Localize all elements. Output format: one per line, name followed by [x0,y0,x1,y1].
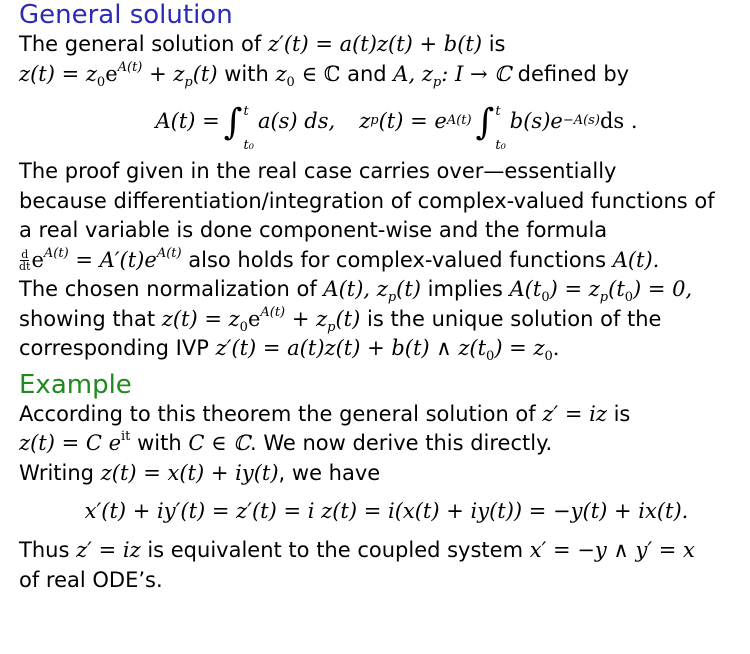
integral-upper-1: t [243,104,249,119]
with-text: with [217,61,276,86]
norm-b: A(t), z [323,277,388,301]
coupled-derivation: x′(t) + iy′(t) = z′(t) = i z(t) = i(x(t) + iy(t)) = −y(t) + ix(t). [84,499,689,523]
zp-def-rest: (t) = e [378,109,447,133]
solution-exp: A(t) [117,59,143,75]
deriv-end: A(t). [612,247,660,272]
solution-z0-sub: 0 [96,74,106,90]
showing-zp-sub: p [327,319,336,335]
solution-t: (t) [192,61,218,86]
norm-g: (t [608,277,625,301]
showing-z-sub: 0 [239,319,248,335]
norm-e: A(t [509,277,542,301]
example-line-2 [19,429,744,459]
example-exp: it [121,429,131,444]
example-text-a: According to this theorem the general solution of [19,401,543,426]
section-title-example: Example [19,369,132,400]
ivp-formula: z′(t) = a(t)z(t) + b(t) ∧ z(t [215,336,487,360]
example-derive: . We now derive this directly. [250,431,553,455]
example-with: with [130,431,189,455]
norm-f: ) = z [549,277,600,301]
thus-ode: z′ = iz [76,538,141,562]
z0-symbol: z [275,61,287,86]
intro-text: The general solution of [19,32,268,56]
slide-content [19,0,744,595]
map-symbols: : I → ℂ [441,61,511,86]
integral-lower-1: t₀ [243,138,254,153]
example-line-3 [19,459,744,489]
integral-body-2: b(s)e [509,109,563,133]
thus-rest: is equivalent to the coupled system [140,538,530,562]
integral-limits-2 [495,95,506,153]
solution-line [19,60,744,90]
intro-line [19,30,744,60]
ode-formula: z′(t) = a(t)z(t) + b(t) [267,32,483,56]
writing-text: Writing [19,460,101,485]
ivp-sub-2: 0 [544,349,553,364]
norm-e-sub: 0 [541,290,550,305]
norm-c: (t) [396,277,421,301]
norm-text-a: The chosen normalization of [19,277,324,301]
thus-text: Thus [19,538,77,562]
ivp-formula-2: ) = z [494,336,545,360]
solution-p-sub: p [184,74,193,90]
integral-ds-2: ds . [599,109,638,133]
example-line-1 [19,400,744,430]
derivative-fraction [19,249,30,272]
in-complex: ∈ ℂ [294,61,341,86]
showing-t: (t) [335,306,361,331]
zp-def-z: z [359,109,371,133]
norm-h: ) = 0, [633,277,693,301]
norm-g-sub: 0 [624,290,634,305]
integral-lower-2: t₀ [495,138,506,153]
example-line-6: of real ODE’s. [19,567,163,592]
solution-e: e [105,61,118,86]
integral-sign-2: ∫ [475,102,495,143]
A-zp-symbols: A, z [393,61,433,86]
deriv-eq: = A′(t)e [68,247,157,272]
display-equation-1: A(t) = ∫ t t₀ a(s) ds, z p (t) = e A(t) ∫ t t₀ b(s)e −A(s) ds . [19,95,744,147]
and-text: and [340,61,394,86]
norm-implies: implies [420,277,510,301]
zp-sub: p [432,74,442,90]
deriv-e: e [31,247,44,272]
normalization-line-2 [19,305,744,335]
deriv-exp: A(t) [43,245,69,261]
intro-text-end: is [482,32,506,56]
example-is: is [606,401,631,426]
writing-rest: , we have [278,460,381,485]
ivp-period: . [552,336,560,360]
z0-sub: 0 [286,74,295,90]
A-def-lhs: A(t) = [155,109,220,133]
solution-zp: + z [142,61,185,86]
proof-line-2: because differentiation/integration of complex-valued functions of [19,188,715,213]
deriv-exp-2: A(t) [156,245,182,261]
integral-body-1: a(s) ds, [257,109,336,133]
writing-formula: z(t) = x(t) + iy(t) [100,460,279,485]
frac-num: d [21,248,29,261]
proof-line-4 [19,246,744,276]
example-solution: z(t) = C e [19,431,122,455]
integral-limits-1 [243,95,254,153]
ivp-text: corresponding IVP [19,336,216,360]
showing-text: showing that [19,306,162,331]
example-line-5 [19,536,744,566]
ivp-sub-1: 0 [486,349,495,364]
defined-by-text: defined by [510,61,630,86]
integral-sign-1: ∫ [223,102,243,143]
deriv-rest-text: also holds for complex-valued functions [181,247,613,272]
showing-exp: A(t) [260,304,286,320]
showing-rest: is the unique solution of the [360,306,662,331]
showing-z: z(t) = z [161,306,240,331]
example-ode: z′ = iz [542,401,607,426]
proof-line-3: a real variable is done component-wise and the formula [19,218,608,242]
coupled-system: x′ = −y ∧ y′ = x [529,538,695,562]
proof-line-1: The proof given in the real case carries over—essentially [19,159,617,183]
solution-z: z(t) = z [19,61,97,86]
integral-upper-2: t [495,104,501,119]
normalization-line-1 [19,275,744,305]
showing-zp: + z [285,306,328,331]
section-title-general-solution: General solution [19,0,233,30]
norm-b-sub: p [387,290,397,305]
norm-f-sub: p [599,290,609,305]
frac-den: dt [19,260,31,273]
example-C: C ∈ ℂ [188,431,250,455]
normalization-line-3 [19,334,744,364]
display-equation-2 [19,494,744,528]
showing-e: e [247,306,261,331]
